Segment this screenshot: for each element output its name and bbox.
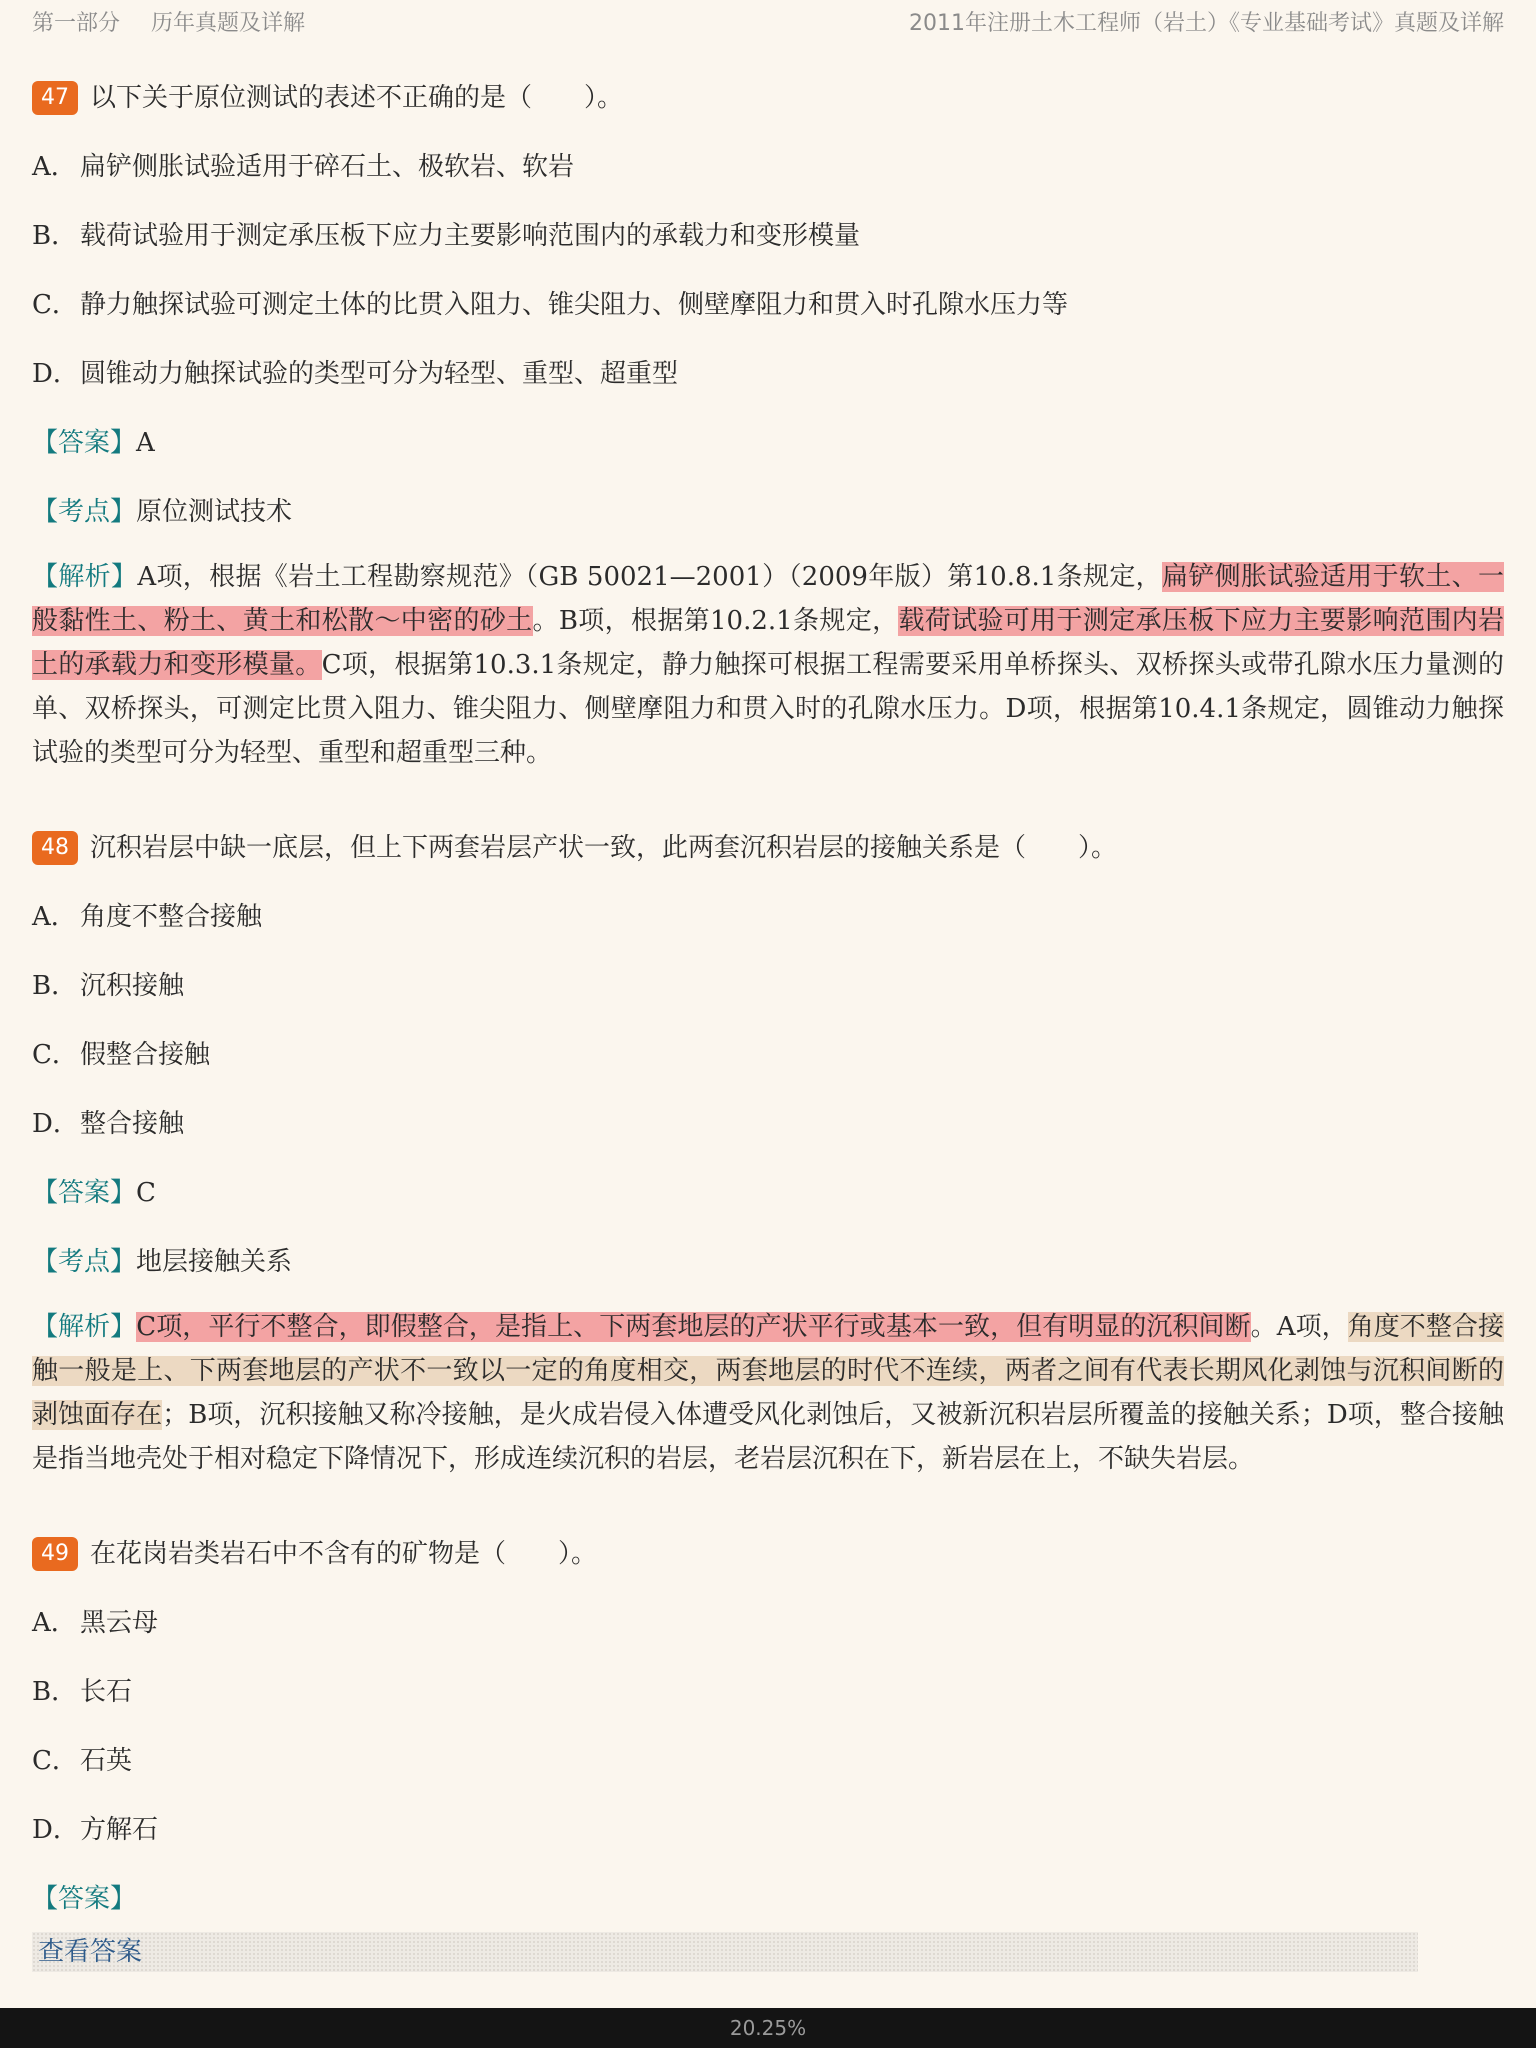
question-number-badge: 49 <box>32 1537 78 1571</box>
option-letter: C． <box>32 1040 78 1070</box>
highlight-red[interactable]: 载荷试验可用于测定承压板下应力主要影响范围内岩土的承载力和变形模量。 <box>32 606 1504 680</box>
answer-line <box>32 1873 1504 1967</box>
option-b <box>32 1666 1504 1718</box>
question-text: 在花岗岩类岩石中不含有的矿物是（ ）。 <box>90 1539 598 1569</box>
option-c <box>32 279 1504 331</box>
option-text: 静力触探试验可测定土体的比贯入阻力、锥尖阻力、侧壁摩阻力和贯入时孔隙水压力等 <box>80 290 1069 320</box>
question-text: 以下关于原位测试的表述不正确的是（ ）。 <box>90 83 624 113</box>
point-value: 原位测试技术 <box>136 497 293 527</box>
highlight-tan[interactable]: 角度不整合接触一般是上、下两套地层的产状不一致以一定的角度相交，两套地层的时代不连续，两者之间有代表长期风化剥蚀与沉积间断的剥蚀面存在 <box>32 1312 1504 1430</box>
answer-tag: 【答案】 <box>32 1884 137 1914</box>
option-letter: D． <box>32 1815 79 1845</box>
question-number-badge: 48 <box>32 831 78 865</box>
chapter-label: 历年真题及详解 <box>151 10 306 36</box>
page-content <box>32 72 1504 1967</box>
option-a <box>32 141 1504 193</box>
question-spacer <box>32 792 1504 822</box>
explain-text: C项，根据第10.3.1条规定，静力触探可根据工程需要采用单桥探头、双桥探头或带孔隙水压力量测的单、双桥探头，可测定比贯入阻力、锥尖阻力、侧壁摩阻力和贯入时的孔隙水压力。D项，根据第10.4.1条规定，圆锥动力触探试验的类型可分为轻型、重型和超重型三种。 <box>32 650 1504 768</box>
explain-text: 。A项， <box>1250 1312 1348 1342</box>
question-48 <box>32 822 1504 1481</box>
option-text: 假整合接触 <box>80 1040 211 1070</box>
option-text: 石英 <box>80 1746 133 1776</box>
highlight-red[interactable]: 扁铲侧胀试验适用于软土、一般黏性土、粉土、黄土和松散～中密的砂土 <box>32 562 1504 636</box>
option-b <box>32 960 1504 1012</box>
explanation <box>32 555 1504 775</box>
option-letter: B． <box>32 221 78 251</box>
point-tag: 【考点】 <box>32 1247 137 1277</box>
option-text: 整合接触 <box>80 1109 185 1139</box>
reading-progress-value: 20.25% <box>729 2016 807 2040</box>
option-text: 圆锥动力触探试验的类型可分为轻型、重型、超重型 <box>80 359 679 389</box>
option-letter: D． <box>32 1109 79 1139</box>
explain-tag: 【解析】 <box>32 1312 137 1342</box>
option-c <box>32 1029 1504 1081</box>
explain-text: ；B项，沉积接触又称冷接触，是火成岩侵入体遭受风化剥蚀后，又被新沉积岩层所覆盖的接触关系；D项，整合接触是指当地壳处于相对稳定下降情况下，形成连续沉积的岩层，老岩层沉积在下，新岩层在上，不缺失岩层。 <box>32 1400 1504 1474</box>
point-line <box>32 1236 1504 1288</box>
option-a <box>32 1597 1504 1649</box>
option-text: 方解石 <box>80 1815 159 1845</box>
header-left <box>32 6 329 37</box>
answer-tag: 【答案】 <box>32 1178 137 1208</box>
question-stem <box>32 822 1504 874</box>
option-text: 扁铲侧胀试验适用于碎石土、极软岩、软岩 <box>80 152 575 182</box>
option-c <box>32 1735 1504 1787</box>
option-letter: B． <box>32 971 78 1001</box>
answer-value: A <box>136 428 155 458</box>
book-title: 2011年注册土木工程师（岩土）《专业基础考试》真题及详解 <box>909 10 1504 36</box>
point-tag: 【考点】 <box>32 497 137 527</box>
option-text: 角度不整合接触 <box>80 902 263 932</box>
option-d <box>32 348 1504 400</box>
option-letter: D． <box>32 359 79 389</box>
point-value: 地层接触关系 <box>136 1247 293 1277</box>
highlight-red[interactable]: C项，平行不整合，即假整合，是指上、下两套地层的产状平行或基本一致，但有明显的沉积间断 <box>136 1312 1251 1342</box>
option-text: 载荷试验用于测定承压板下应力主要影响范围内的承载力和变形模量 <box>80 221 861 251</box>
point-line <box>32 486 1504 538</box>
question-spacer <box>32 1498 1504 1528</box>
option-a <box>32 891 1504 943</box>
option-letter: C． <box>32 1746 78 1776</box>
question-stem <box>32 72 1504 124</box>
option-d <box>32 1098 1504 1150</box>
option-text: 沉积接触 <box>80 971 185 1001</box>
view-answer-button[interactable]: 查看答案 <box>32 1932 1418 1972</box>
option-b <box>32 210 1504 262</box>
question-stem <box>32 1528 1504 1580</box>
option-letter: C． <box>32 290 78 320</box>
option-letter: A． <box>32 1608 77 1638</box>
section-label: 第一部分 <box>32 10 121 36</box>
reading-progress-bar <box>0 2008 1536 2048</box>
question-text: 沉积岩层中缺一底层，但上下两套岩层产状一致，此两套沉积岩层的接触关系是（ ）。 <box>90 833 1118 863</box>
explain-tag: 【解析】 <box>32 562 138 592</box>
option-letter: B． <box>32 1677 78 1707</box>
answer-value: C <box>136 1178 156 1208</box>
explain-text: A项，根据《岩土工程勘察规范》（GB 50021—2001）（2009年版）第10.8.1条规定， <box>137 562 1162 592</box>
question-number-badge: 47 <box>32 81 78 115</box>
option-letter: A． <box>32 152 77 182</box>
question-47 <box>32 72 1504 775</box>
answer-line <box>32 1167 1504 1219</box>
option-text: 黑云母 <box>80 1608 159 1638</box>
option-d <box>32 1804 1504 1856</box>
explanation <box>32 1305 1504 1481</box>
answer-tag: 【答案】 <box>32 428 137 458</box>
answer-line <box>32 417 1504 469</box>
option-letter: A． <box>32 902 77 932</box>
page-header <box>32 6 1504 36</box>
option-text: 长石 <box>80 1677 133 1707</box>
question-49 <box>32 1528 1504 1967</box>
explain-text: 。B项，根据第10.2.1条规定， <box>532 606 899 636</box>
